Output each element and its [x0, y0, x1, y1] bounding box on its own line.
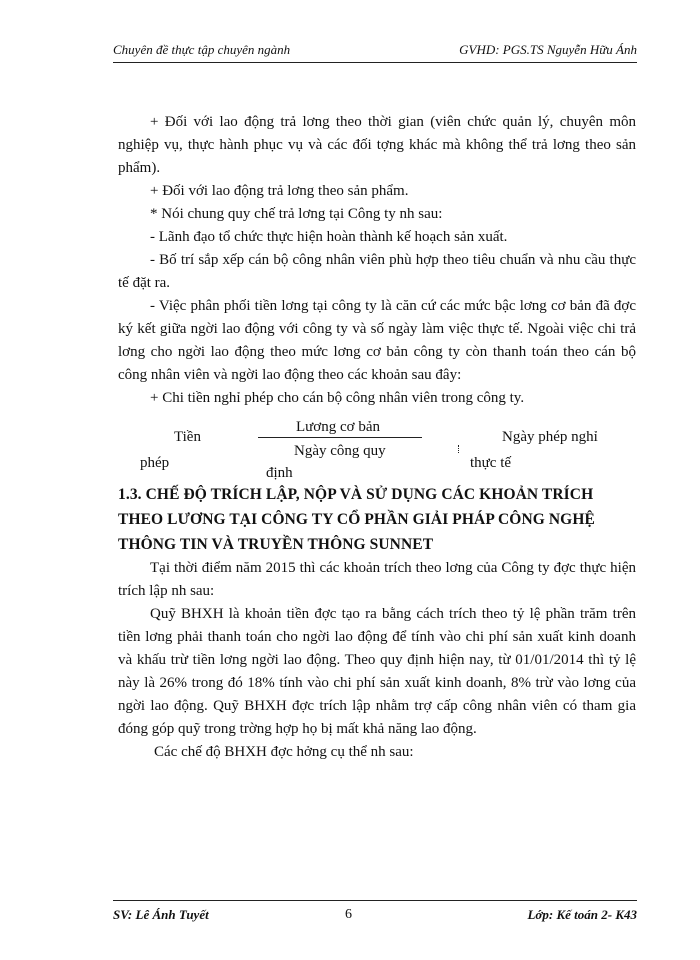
paragraph: Các chế độ BHXH đợc hởng cụ thể nh sau: [154, 744, 414, 760]
paragraph: + Đối với lao động trả lơng theo thời gian (viên chức quản lý, chuyên môn nghiệp vụ, thực hành phục vụ và các đối tợng khác mà không thể trả lơng theo sản phẩm). [118, 114, 636, 176]
paragraph: Quỹ BHXH là khoản tiền đợc tạo ra bằng cách trích theo tỷ lệ phần trăm trên tiền lơng phải thanh toán cho ngời lao động để tính vào chi phí sản xuất kinh doanh và khấu trừ tiền lơng ngời lao động. Theo quy định hiện nay, từ 01/01/2014 thì tỷ lệ này là 26% trong đó 18% tính vào chi phí sản xuất kinh doanh, 8% trừ vào lơng của ngời lao động. Quỹ BHXH đợc trích lập nhằm trợ cấp công nhân viên có tham gia đóng góp quỹ trong trờng hợp họ bị mất khả năng lao động. [118, 606, 636, 737]
document-body [118, 111, 636, 764]
header-supervisor: GVHD: PGS.TS Nguyễn Hữu Ánh [459, 42, 637, 57]
leave-pay-formula [118, 416, 636, 482]
paragraph: Tại thời điểm năm 2015 thì các khoản trích theo lơng của Công ty đợc thực hiện trích lập nh sau: [118, 560, 636, 599]
paragraph: - Lãnh đạo tổ chức thực hiện hoàn thành kế hoạch sản xuất. [150, 229, 508, 245]
multiply-sign [458, 445, 461, 453]
paragraph: * Nói chung quy chế trả lơng tại Công ty nh sau: [150, 206, 443, 222]
formula-right-bottom: thực tế [470, 455, 512, 471]
page-footer [113, 900, 637, 925]
formula-denominator-top: Ngày công quy [294, 443, 386, 459]
formula-left-bottom: phép [140, 455, 170, 471]
paragraph: - Bố trí sắp xếp cán bộ công nhân viên phù hợp theo tiêu chuẩn và nhu cầu thực tế đặt ra. [118, 252, 636, 291]
footer-student: SV: Lê Ánh Tuyết [113, 907, 209, 922]
formula-denominator-bottom: định [266, 465, 293, 481]
paragraph: - Việc phân phối tiền lơng tại công ty là căn cứ các mức bậc lơng cơ bản đã đợc ký kết giữa ngời lao động với công ty và số ngày làm việc thực tế. Ngoài việc chi trả lơng cho ngời lao động theo mức lơng cơ bản công ty còn thanh toán theo cán bộ công nhân viên và ngời lao động theo các khoản sau đây: [118, 298, 636, 383]
header-course-title: Chuyên đề thực tập chuyên ngành [113, 42, 291, 57]
section-heading: 1.3. CHẾ ĐỘ TRÍCH LẬP, NỘP VÀ SỬ DỤNG CÁC KHOẢN TRÍCH THEO LƯƠNG TẠI CÔNG TY CỔ PHẦN GIẢI PHÁP CÔNG NGHỆ THÔNG TIN VÀ TRUYỀN THÔNG SUNNET [118, 486, 595, 553]
page-number: 6 [345, 907, 352, 922]
fraction-bar [258, 437, 422, 438]
paragraph: + Chi tiền nghỉ phép cho cán bộ công nhân viên trong công ty. [150, 390, 525, 406]
formula-right-top: Ngày phép nghỉ [502, 429, 598, 445]
formula-numerator: Lương cơ bản [296, 419, 380, 435]
page-header [113, 42, 637, 63]
footer-class: Lớp: Kế toán 2- K43 [527, 907, 637, 922]
paragraph: + Đối với lao động trả lơng theo sản phẩm. [150, 183, 409, 199]
formula-left-top: Tiền [174, 429, 201, 445]
